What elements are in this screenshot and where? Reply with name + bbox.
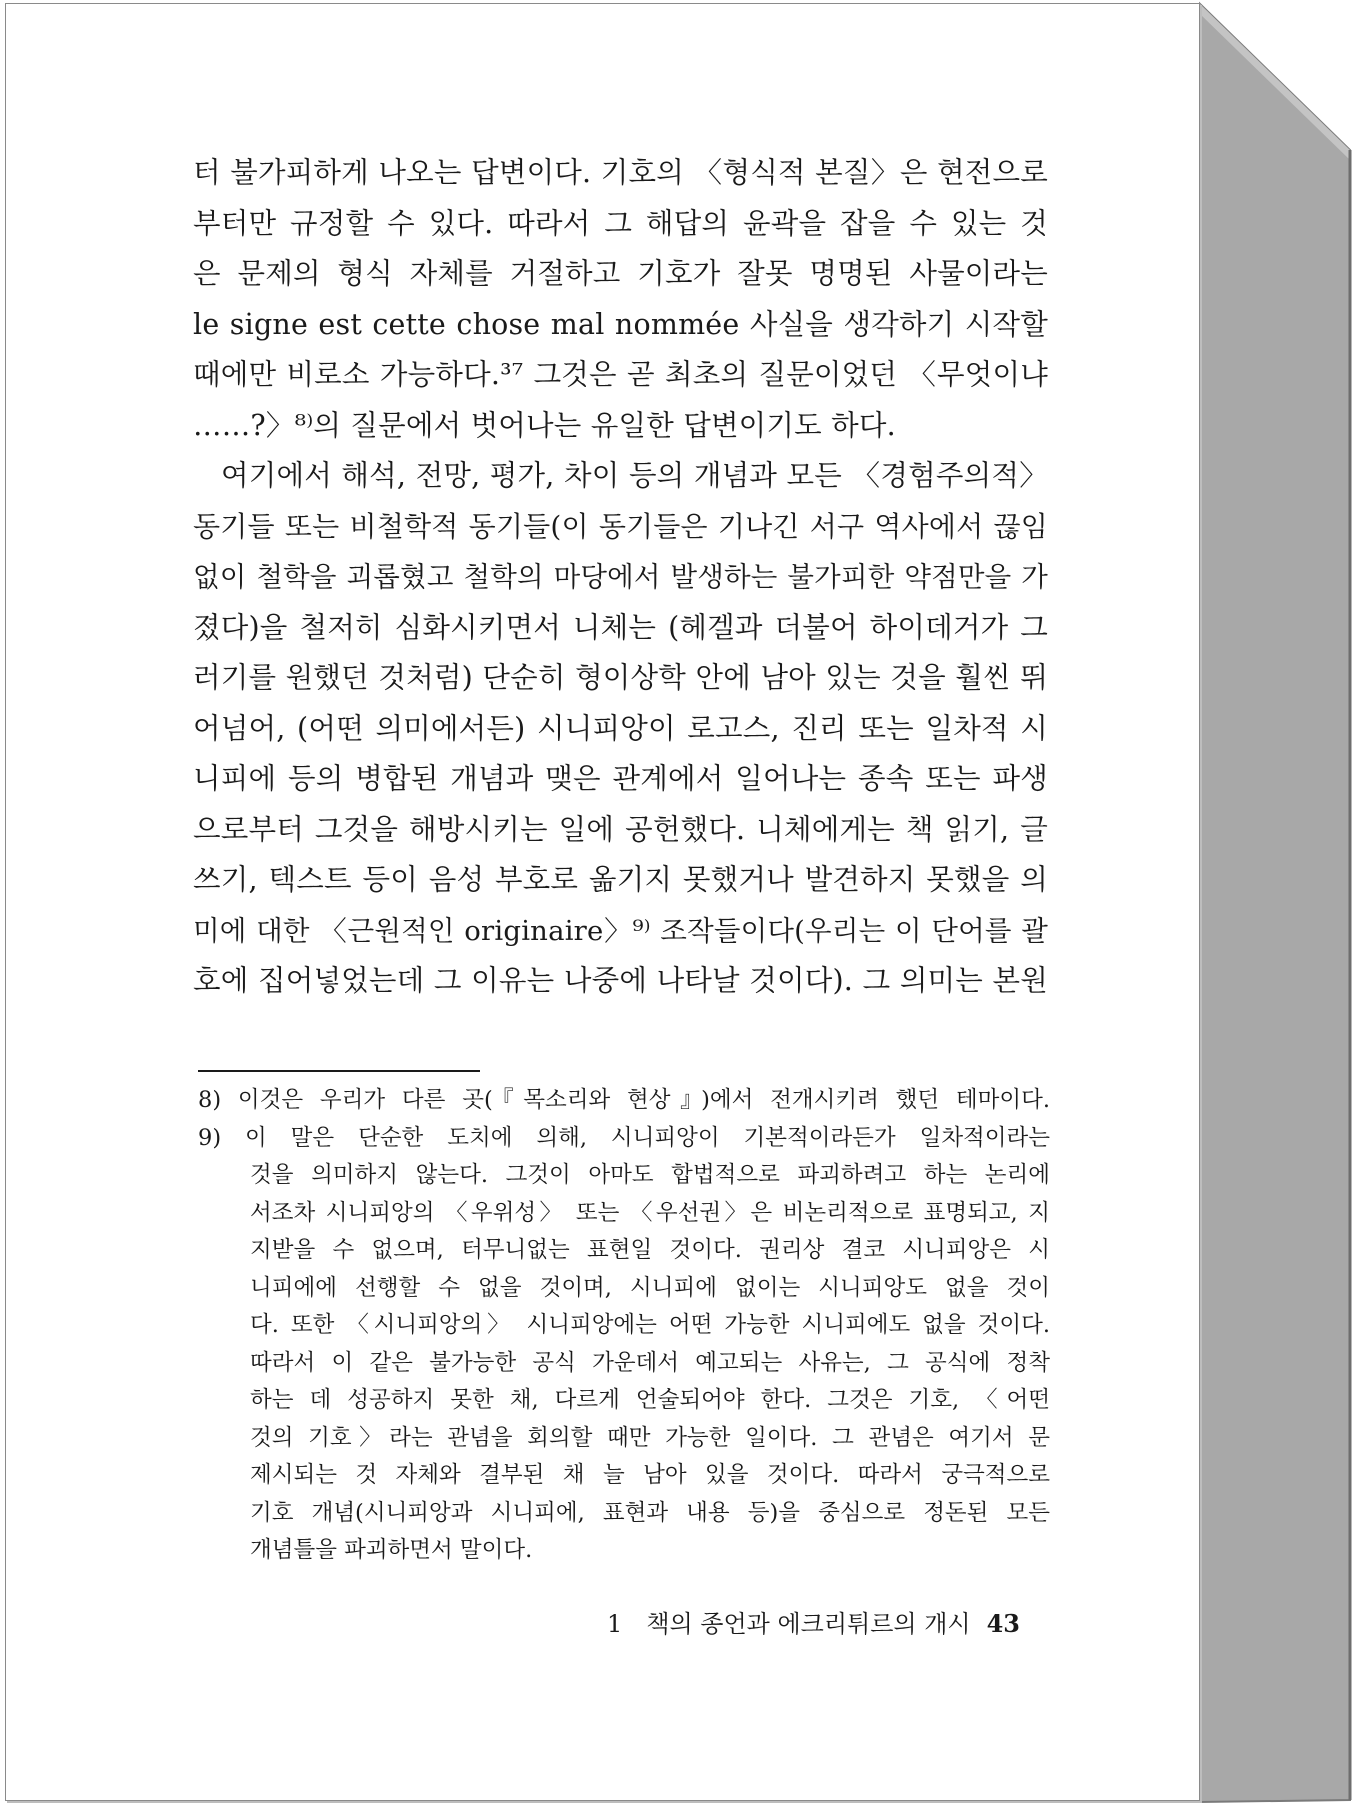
body-line: 여기에서 해석, 전망, 평가, 차이 등의 개념과 모든 〈경험주의적〉 bbox=[221, 459, 1048, 492]
footnote-line: 다. 또한 〈시니피앙의〉 시니피앙에는 어떤 가능한 시니피에도 없을 것이다. bbox=[250, 1312, 1050, 1338]
body-line: le signe est cette chose mal nommée 사실을 생각하기 시작할 bbox=[193, 307, 1048, 341]
footnote-line: 서조차 시니피앙의 〈우위성〉 또는 〈우선권〉은 비논리적으로 표명되고, 지 bbox=[250, 1199, 1050, 1226]
footnote-line: 것을 의미하지 않는다. 그것이 아마도 합법적으로 파괴하려고 하는 논리에 bbox=[250, 1162, 1050, 1188]
footnote-line: 기호 개념(시니피앙과 시니피에, 표현과 내용 등)을 중심으로 정돈된 모든 bbox=[250, 1499, 1050, 1526]
footnote-line: 따라서 이 같은 불가능한 공식 가운데서 예고되는 사유는, 그 공식에 정착 bbox=[250, 1349, 1050, 1376]
footnote-line: 개념틀을 파괴하면서 말이다. bbox=[250, 1537, 533, 1563]
footnote-line: 8) 이것은 우리가 다른 곳(『목소리와 현상』)에서 전개시키려 했던 테마이다. bbox=[198, 1087, 1050, 1113]
chapter-number: 1 bbox=[607, 1610, 623, 1638]
footnote-line: 지받을 수 없으며, 터무니없는 표현일 것이다. 권리상 결코 시니피앙은 시 bbox=[250, 1237, 1050, 1263]
body-line: 동기들 또는 비철학적 동기들(이 동기들은 기나긴 서구 역사에서 끊임 bbox=[193, 509, 1048, 543]
body-line: 어넘어, (어떤 의미에서든) 시니피앙이 로고스, 진리 또는 일차적 시 bbox=[193, 711, 1048, 745]
footnote-line: 것의 기호〉라는 관념을 회의할 때만 가능한 일이다. 그 관념은 여기서 문 bbox=[250, 1424, 1050, 1451]
footnote-line: 니피에에 선행할 수 없을 것이며, 시니피에 없이는 시니피앙도 없을 것이 bbox=[250, 1274, 1050, 1301]
body-line: 쓰기, 텍스트 등이 음성 부호로 옮기지 못했거나 발견하지 못했을 의 bbox=[193, 863, 1048, 896]
footnote-line: 제시되는 것 자체와 결부된 채 늘 남아 있을 것이다. 따라서 궁극적으로 bbox=[250, 1462, 1050, 1488]
body-line: 때에만 비로소 가능하다.³⁷ 그것은 곧 최초의 질문이었던 〈무엇이냐 bbox=[193, 358, 1048, 391]
body-line: 니피에 등의 병합된 개념과 맺은 관계에서 일어나는 종속 또는 파생 bbox=[193, 762, 1048, 795]
footnote-line: 하는 데 성공하지 못한 채, 다르게 언술되어야 한다. 그것은 기호, 〈어떤 bbox=[250, 1387, 1050, 1413]
body-line: 졌다)을 철저히 심화시키면서 니체는 (헤겔과 더불어 하이데거가 그 bbox=[193, 610, 1048, 644]
body-line: 은 문제의 형식 자체를 거절하고 기호가 잘못 명명된 사물이라는 bbox=[193, 257, 1048, 290]
footnotes bbox=[198, 1082, 1050, 1570]
body-line: 미에 대한 〈근원적인 originaire〉⁹⁾ 조작들이다(우리는 이 단어를 괄 bbox=[193, 914, 1048, 947]
running-footer bbox=[590, 1604, 1020, 1639]
body-line: 러기를 원했던 것처럼) 단순히 형이상학 안에 남아 있는 것을 훨씬 뛰 bbox=[193, 661, 1048, 694]
main-text bbox=[193, 148, 1048, 1007]
footnote-line: 9) 이 말은 단순한 도치에 의해, 시니피앙이 기본적이라든가 일차적이라는 bbox=[198, 1124, 1050, 1151]
body-line: 으로부터 그것을 해방시키는 일에 공헌했다. 니체에게는 책 읽기, 글 bbox=[193, 812, 1048, 846]
footnote-separator bbox=[198, 1070, 480, 1072]
body-line: 없이 철학을 괴롭혔고 철학의 마당에서 발생하는 불가피한 약점만을 가 bbox=[193, 561, 1048, 593]
body-line: 부터만 규정할 수 있다. 따라서 그 해답의 윤곽을 잡을 수 있는 것 bbox=[193, 206, 1048, 240]
chapter-title: 책의 종언과 에크리튀르의 개시 bbox=[646, 1610, 971, 1638]
body-line: ……?〉⁸⁾의 질문에서 벗어나는 유일한 답변이기도 하다. bbox=[193, 408, 896, 442]
body-line: 터 불가피하게 나오는 답변이다. 기호의 〈형식적 본질〉은 현전으로 bbox=[193, 156, 1048, 189]
page-number: 43 bbox=[986, 1609, 1020, 1638]
body-line: 호에 집어넣었는데 그 이유는 나중에 나타날 것이다). 그 의미는 본원 bbox=[193, 964, 1048, 997]
